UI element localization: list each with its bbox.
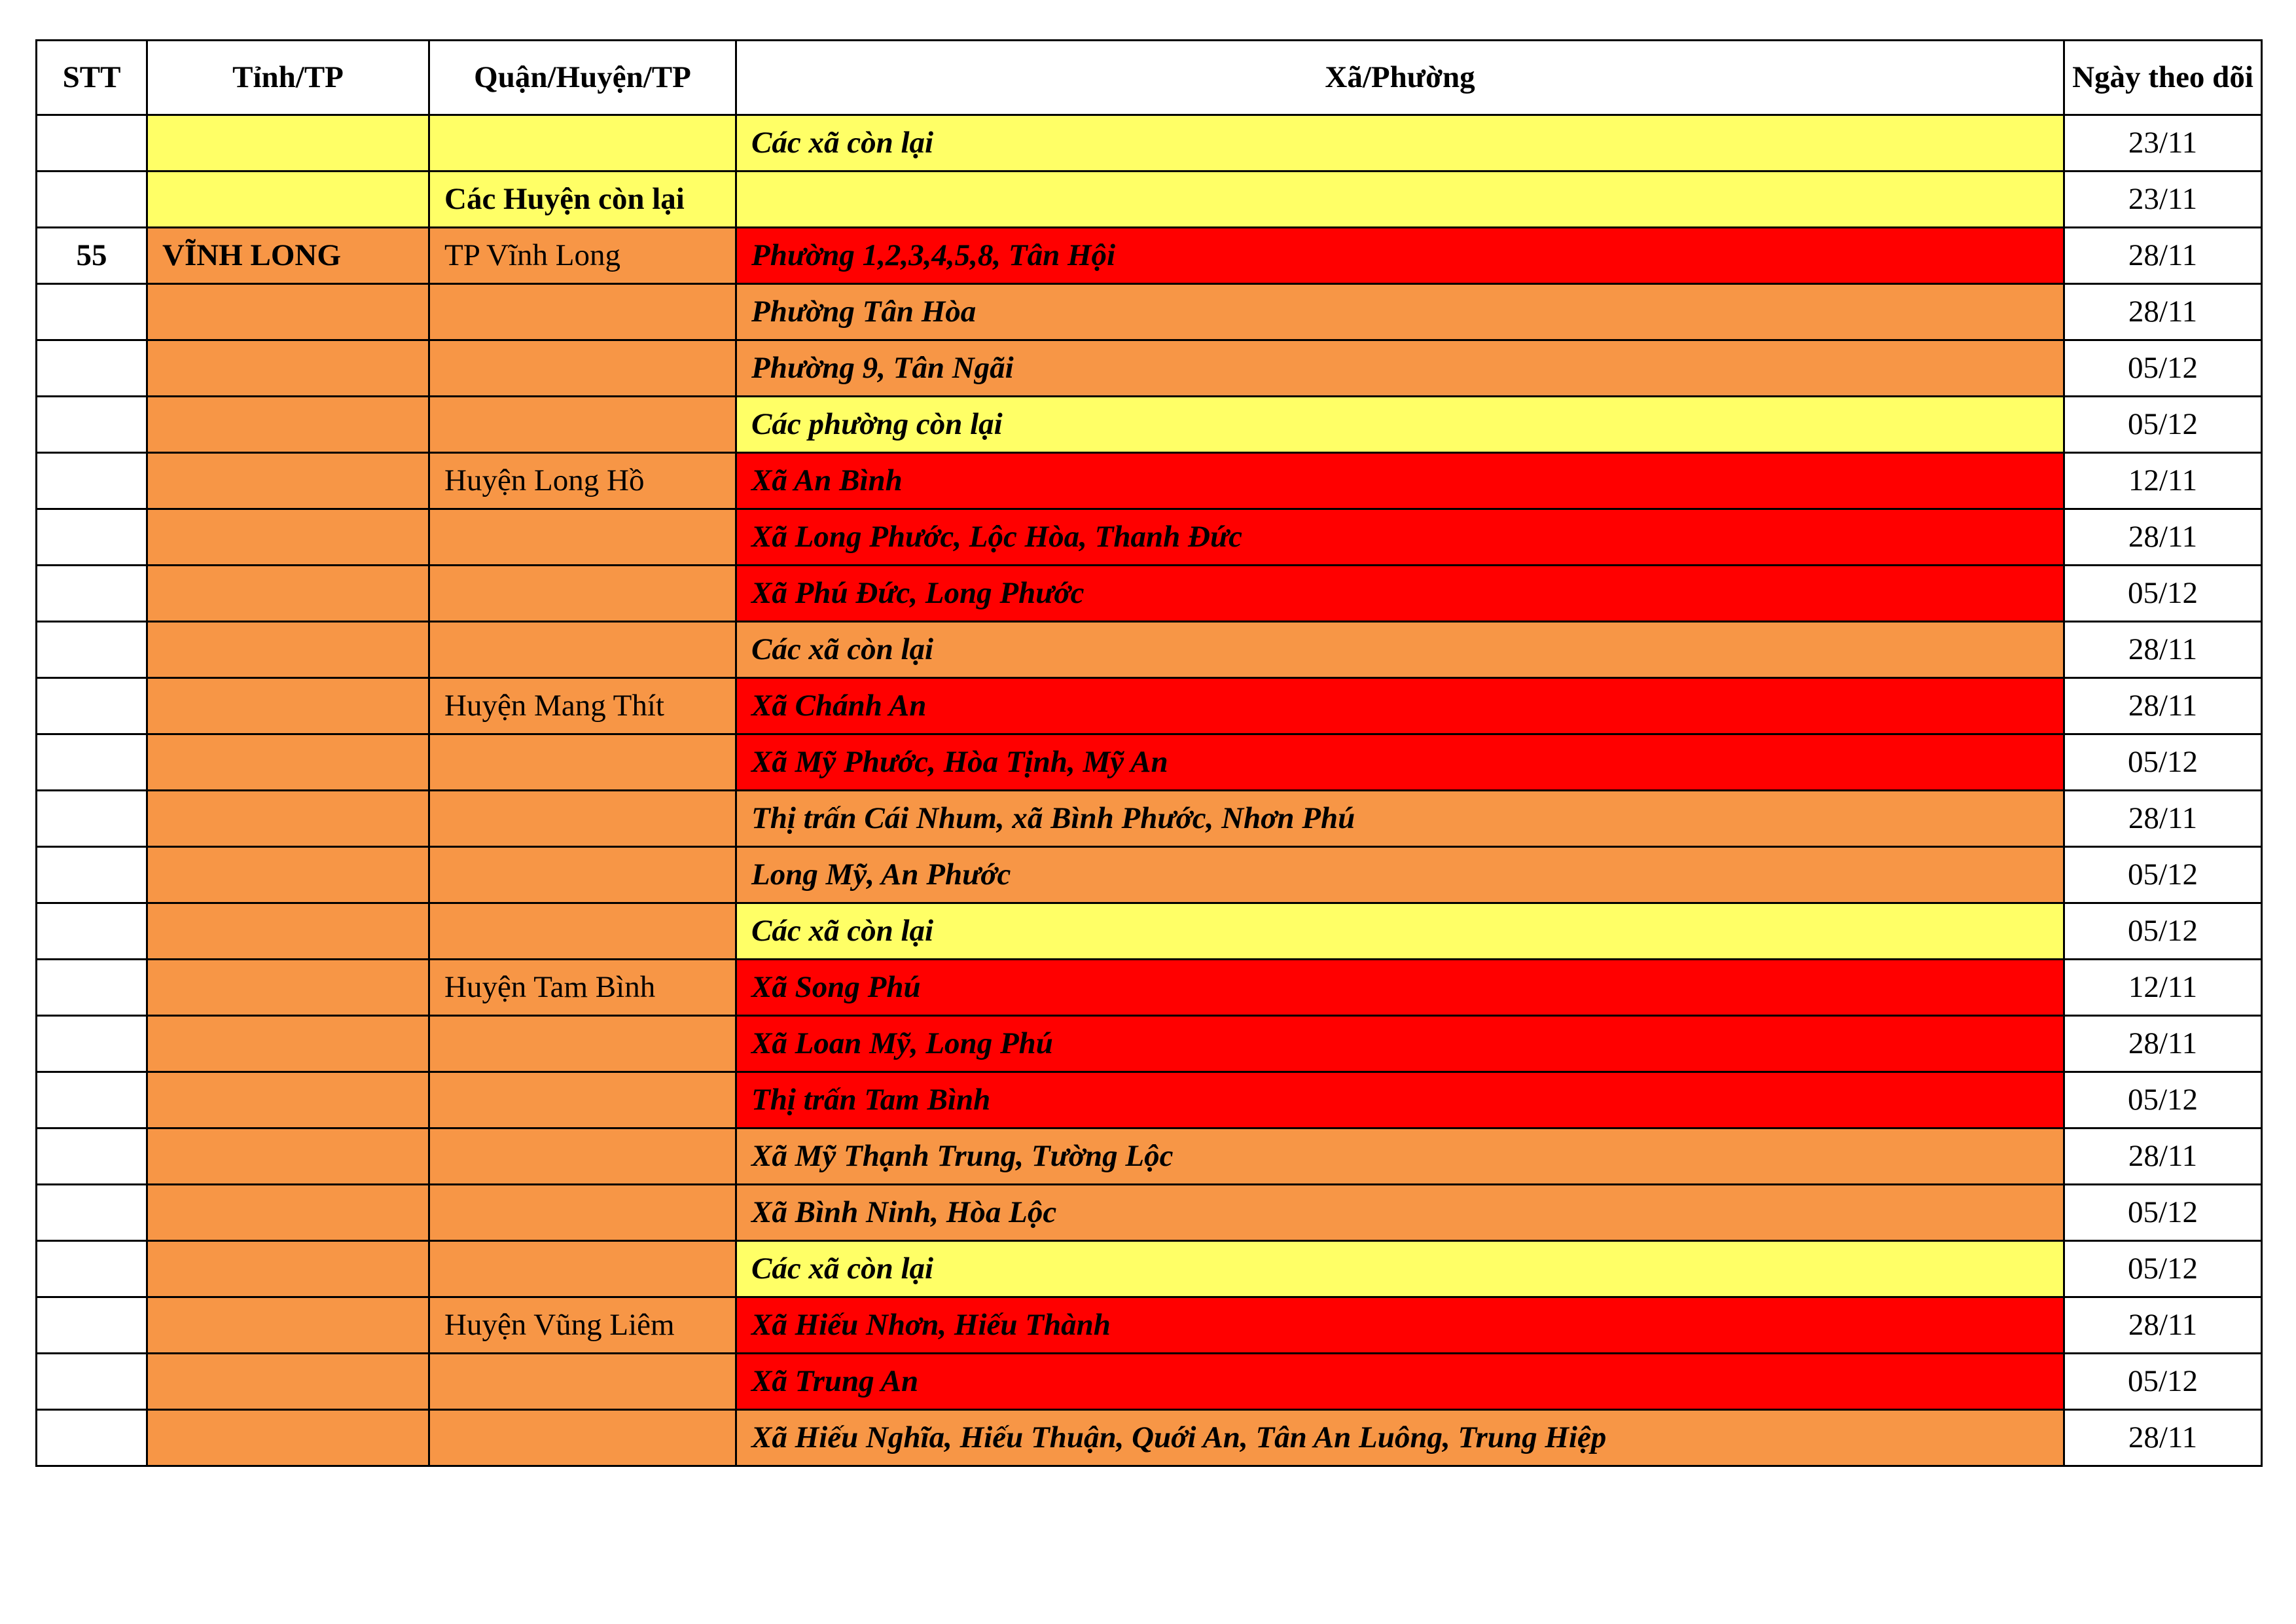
ward-cell: Các xã còn lại (736, 903, 2064, 960)
stt-cell (37, 1128, 147, 1185)
province-cell (147, 903, 429, 960)
province-cell (147, 284, 429, 340)
table-row (37, 1072, 2262, 1128)
district-cell (429, 903, 736, 960)
province-cell (147, 791, 429, 847)
district-cell (429, 509, 736, 566)
stt-cell (37, 1410, 147, 1466)
date-cell: 28/11 (2064, 1016, 2262, 1072)
ward-cell: Xã Mỹ Phước, Hòa Tịnh, Mỹ An (736, 734, 2064, 791)
district-cell: TP Vĩnh Long (429, 228, 736, 284)
table-row (37, 1016, 2262, 1072)
district-cell (429, 1128, 736, 1185)
district-cell (429, 1072, 736, 1128)
table-row (37, 115, 2262, 171)
province-cell (147, 1354, 429, 1410)
stt-cell (37, 1016, 147, 1072)
column-header-province: Tỉnh/TP (147, 41, 429, 115)
table-row (37, 1185, 2262, 1241)
stt-cell (37, 397, 147, 453)
stt-cell (37, 903, 147, 960)
table-row (37, 171, 2262, 228)
district-cell (429, 1016, 736, 1072)
table-body (37, 115, 2262, 1466)
date-cell: 28/11 (2064, 791, 2262, 847)
table-row (37, 340, 2262, 397)
ward-cell: Long Mỹ, An Phước (736, 847, 2064, 903)
district-cell: Huyện Tam Bình (429, 960, 736, 1016)
ward-cell: Thị trấn Tam Bình (736, 1072, 2064, 1128)
table-row (37, 453, 2262, 509)
province-cell (147, 847, 429, 903)
ward-cell: Các xã còn lại (736, 622, 2064, 678)
stt-cell (37, 566, 147, 622)
date-cell: 23/11 (2064, 115, 2262, 171)
stt-cell (37, 791, 147, 847)
stt-cell (37, 847, 147, 903)
ward-cell: Phường 1,2,3,4,5,8, Tân Hội (736, 228, 2064, 284)
district-cell (429, 340, 736, 397)
district-cell (429, 847, 736, 903)
province-cell (147, 960, 429, 1016)
table-row (37, 397, 2262, 453)
stt-cell (37, 115, 147, 171)
date-cell: 05/12 (2064, 397, 2262, 453)
province-cell (147, 1185, 429, 1241)
date-cell: 05/12 (2064, 1072, 2262, 1128)
ward-cell: Các xã còn lại (736, 1241, 2064, 1297)
stt-cell (37, 509, 147, 566)
column-header-date: Ngày theo dõi (2064, 41, 2262, 115)
ward-cell: Xã Chánh An (736, 678, 2064, 734)
district-cell (429, 284, 736, 340)
province-cell (147, 566, 429, 622)
stt-cell (37, 1354, 147, 1410)
header-row (37, 41, 2262, 115)
table-row (37, 622, 2262, 678)
stt-cell (37, 453, 147, 509)
column-header-ward: Xã/Phường (736, 41, 2064, 115)
date-cell: 12/11 (2064, 453, 2262, 509)
province-cell (147, 1410, 429, 1466)
date-cell: 05/12 (2064, 566, 2262, 622)
district-cell (429, 566, 736, 622)
district-cell: Huyện Mang Thít (429, 678, 736, 734)
date-cell: 28/11 (2064, 1297, 2262, 1354)
ward-cell: Xã Long Phước, Lộc Hòa, Thanh Đức (736, 509, 2064, 566)
monitoring-table (35, 39, 2263, 1467)
stt-cell (37, 171, 147, 228)
province-cell (147, 397, 429, 453)
district-cell: Huyện Long Hồ (429, 453, 736, 509)
date-cell: 28/11 (2064, 228, 2262, 284)
ward-cell: Các phường còn lại (736, 397, 2064, 453)
date-cell: 05/12 (2064, 903, 2262, 960)
ward-cell: Xã Bình Ninh, Hòa Lộc (736, 1185, 2064, 1241)
stt-cell (37, 1072, 147, 1128)
ward-cell: Xã Song Phú (736, 960, 2064, 1016)
stt-cell (37, 960, 147, 1016)
table-row (37, 509, 2262, 566)
district-cell (429, 1241, 736, 1297)
province-cell (147, 678, 429, 734)
stt-cell (37, 1185, 147, 1241)
column-header-stt: STT (37, 41, 147, 115)
district-cell (429, 791, 736, 847)
ward-cell (736, 171, 2064, 228)
ward-cell: Thị trấn Cái Nhum, xã Bình Phước, Nhơn Phú (736, 791, 2064, 847)
ward-cell: Phường Tân Hòa (736, 284, 2064, 340)
stt-cell (37, 1241, 147, 1297)
table-row (37, 734, 2262, 791)
province-cell (147, 115, 429, 171)
province-cell (147, 1128, 429, 1185)
table-row (37, 228, 2262, 284)
date-cell: 23/11 (2064, 171, 2262, 228)
stt-cell (37, 734, 147, 791)
stt-cell (37, 340, 147, 397)
date-cell: 28/11 (2064, 622, 2262, 678)
table-row (37, 960, 2262, 1016)
district-cell (429, 622, 736, 678)
district-cell (429, 115, 736, 171)
district-cell (429, 734, 736, 791)
province-cell (147, 509, 429, 566)
date-cell: 28/11 (2064, 1128, 2262, 1185)
table-row (37, 847, 2262, 903)
district-cell: Huyện Vũng Liêm (429, 1297, 736, 1354)
date-cell: 05/12 (2064, 847, 2262, 903)
ward-cell: Phường 9, Tân Ngãi (736, 340, 2064, 397)
ward-cell: Các xã còn lại (736, 115, 2064, 171)
stt-cell (37, 1297, 147, 1354)
province-cell: VĨNH LONG (147, 228, 429, 284)
ward-cell: Xã Mỹ Thạnh Trung, Tường Lộc (736, 1128, 2064, 1185)
table-row (37, 1410, 2262, 1466)
date-cell: 05/12 (2064, 1185, 2262, 1241)
stt-cell (37, 678, 147, 734)
ward-cell: Xã Loan Mỹ, Long Phú (736, 1016, 2064, 1072)
district-cell (429, 397, 736, 453)
stt-cell (37, 284, 147, 340)
province-cell (147, 1016, 429, 1072)
ward-cell: Xã Trung An (736, 1354, 2064, 1410)
district-cell (429, 1354, 736, 1410)
stt-cell: 55 (37, 228, 147, 284)
date-cell: 05/12 (2064, 734, 2262, 791)
district-cell (429, 1410, 736, 1466)
province-cell (147, 1241, 429, 1297)
province-cell (147, 340, 429, 397)
table-row (37, 791, 2262, 847)
district-cell: Các Huyện còn lại (429, 171, 736, 228)
table-row (37, 1128, 2262, 1185)
ward-cell: Xã Phú Đức, Long Phước (736, 566, 2064, 622)
date-cell: 28/11 (2064, 1410, 2262, 1466)
date-cell: 05/12 (2064, 1354, 2262, 1410)
stt-cell (37, 622, 147, 678)
date-cell: 28/11 (2064, 678, 2262, 734)
table-row (37, 678, 2262, 734)
province-cell (147, 734, 429, 791)
ward-cell: Xã An Bình (736, 453, 2064, 509)
ward-cell: Xã Hiếu Nghĩa, Hiếu Thuận, Quới An, Tân An Luông, Trung Hiệp (736, 1410, 2064, 1466)
table-row (37, 566, 2262, 622)
province-cell (147, 453, 429, 509)
table-row (37, 1297, 2262, 1354)
province-cell (147, 171, 429, 228)
table-header (37, 41, 2262, 115)
district-cell (429, 1185, 736, 1241)
date-cell: 12/11 (2064, 960, 2262, 1016)
province-cell (147, 1297, 429, 1354)
date-cell: 05/12 (2064, 1241, 2262, 1297)
table-row (37, 1241, 2262, 1297)
province-cell (147, 1072, 429, 1128)
date-cell: 05/12 (2064, 340, 2262, 397)
table-row (37, 284, 2262, 340)
date-cell: 28/11 (2064, 509, 2262, 566)
table-row (37, 1354, 2262, 1410)
province-cell (147, 622, 429, 678)
table-row (37, 903, 2262, 960)
ward-cell: Xã Hiếu Nhơn, Hiếu Thành (736, 1297, 2064, 1354)
date-cell: 28/11 (2064, 284, 2262, 340)
column-header-district: Quận/Huyện/TP (429, 41, 736, 115)
